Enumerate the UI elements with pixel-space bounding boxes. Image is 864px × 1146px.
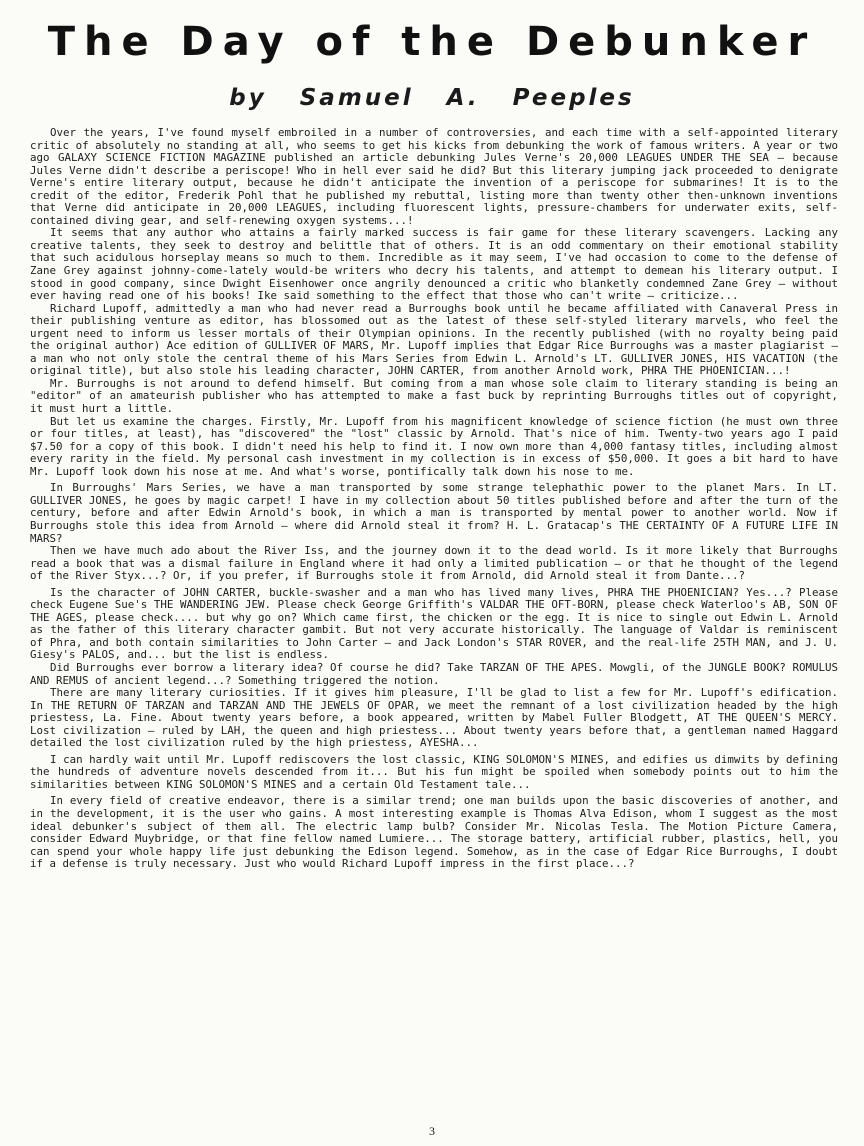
paragraph: In every field of creative endeavor, there is a similar trend; one man builds upon the basic discoveries of another, and in the development, it is the user who gains. A most interesting example is Thomas Alva Edison, whom I suggest as the most ideal debunker's subject of them all. The electric lamp bulb? Consider Mr. Nicolas Tesla. The Motion Picture Camera, consider Edward Muybridge, or that fine fellow named Lumiere... The storage battery, artificial rubber, plastics, hell, you can spend your whole happy life just debunking the Edison legend. Somehow, as in the case of Edgar Rice Burroughs, I doubt if a defense is truly necessary. Just who would Richard Lupoff impress in the first place...? [30, 794, 838, 871]
paragraph: In Burroughs' Mars Series, we have a man transported by some strange telephathic power to the planet Mars. In LT. GULLIVER JONES, he goes by magic carpet! I have in my collection about 50 titles published before and after the turn of the century, before and after Edwin Arnold's book, in which a man is transported by mental power to another world. Now if Burroughs stole this idea from Arnold — where did Arnold steal it from? H. L. Gratacap's THE CERTAINTY OF A FUTURE LIFE IN MARS? [30, 481, 838, 545]
article-body [30, 127, 838, 1117]
paragraph: It seems that any author who attains a fairly marked success is fair game for these literary scavengers. Lacking any creative talents, they seek to destroy and belittle that of others. It is an odd commentary on their emotional stability that such acidulous horseplay means so much to them. Incredible as it may seem, I've had occasion to come to the defense of Zane Grey against johnny-come-lately would-be writers who decry his talents, and attempt to demean his literary output. I stood in good company, since Dwight Eisenhower once angrily denounced a critic who blanketly condemned Zane Grey — without ever having read one of his books! Ike said something to the effect that those who can't write — criticize... [30, 226, 838, 303]
paragraph: Is the character of JOHN CARTER, buckle-swasher and a man who has lived many lives, PHRA THE PHOENICIAN? Yes...? Please check Eugene Sue's THE WANDERING JEW. Please check George Griffith's VALDAR THE OFT-BORN, please check Waterloo's AB, SON OF THE AGES, please check.... but why go on? Which came first, the chicken or the egg. It is nice to single out Edwin L. Arnold as the father of this literary character gambit. But not very accurate historically. The language of Valdar is reminiscent of Phra, and both contain similarities to John Carter — and Jack London's STAR ROVER, and the real-life 25TH MAN, and J. U. Giesy's PALOS, and... but the list is endless. [30, 585, 838, 662]
paragraph: There are many literary curiosities. If it gives him pleasure, I'll be glad to list a few for Mr. Lupoff's edification. In THE RETURN OF TARZAN and TARZAN AND THE JEWELS OF OPAR, we meet the remnant of a lost civilization headed by the high priestess, La. Fine. About twenty years before, a book appeared, written by Mabel Fuller Blodgett, AT THE QUEEN'S MERCY. Lost civilization — ruled by LAH, the queen and high priestess... About twenty years before that, a gentleman named Haggard detailed the lost civilization ruled by the high priestess, AYESHA... [30, 686, 838, 750]
article-title: The Day of the Debunker [47, 19, 817, 65]
paragraph: Did Burroughs ever borrow a literary idea? Of course he did? Take TARZAN OF THE APES. Mowgli, of the JUNGLE BOOK? ROMULUS AND REMUS of ancient legend...? Something triggered the notion. [30, 660, 838, 687]
paragraph: I can hardly wait until Mr. Lupoff rediscovers the lost classic, KING SOLOMON'S MINES, and edifies us dimwits by defining the hundreds of adventure novels descended from it... But his fun might be spoiled when somebody points out to him the similarities between KING SOLOMON'S MINES and a certain Old Testament tale... [30, 752, 838, 791]
paragraph: But let us examine the charges. Firstly, Mr. Lupoff from his magnificent knowledge of science fiction (he must own three or four titles, at least), has "discovered" the "lost" classic by Arnold. That's nice of him. Twenty-two years ago I paid $7.50 for a copy of this book. I didn't need his help to find it. I now own more than 4,000 fantasy titles, including almost every rarity in the field. My personal cash investment in my collection is in excess of $50,000. It goes a bit hard to have Mr. Lupoff look down his nose at me. And what's worse, pontifically talk down his nose to me. [30, 414, 838, 478]
paragraph: Then we have much ado about the River Iss, and the journey down it to the dead world. Is it more likely that Burroughs read a book that was a dismal failure in England where it had only a limited publication — or that he thought of the legend of the River Styx...? Or, if you prefer, if Burroughs stole it from Arnold, did Arnold steal it from Dante...? [30, 544, 838, 583]
paragraph: Mr. Burroughs is not around to defend himself. But coming from a man whose sole claim to literary standing is being an "editor" of an amateurish publisher who has attempted to make a fast buck by reprinting Burroughs titles out of copyright, it must hurt a little. [30, 376, 838, 416]
page-number: 3 [429, 1124, 435, 1138]
paragraph: Over the years, I've found myself embroiled in a number of controversies, and each time with a self-appointed literary critic of absolutely no standing at all, who seems to get his kicks from debunking the work of famous writers. A year or two ago GALAXY SCIENCE FICTION MAGAZINE published an article debunking Jules Verne's 20,000 LEAGUES UNDER THE SEA — because Jules Verne didn't describe a periscope! Who in hell ever said he did? But this literary jumping jack proceeded to denigrate Verne's entire literary output, because he didn't anticipate the invention of a periscope for submarines! It is to the credit of the editor, Frederik Pohl that he published my rebuttal, listing more than twenty other then-unknown inventions that Verne did anticipate in 20,000 LEAGUES, including fluorescent lights, pressure-chambers for underwater exits, self-contained diving gear, and self-renewing oxygen systems...! [30, 127, 838, 227]
paragraph: Richard Lupoff, admittedly a man who had never read a Burroughs book until he became affiliated with Canaveral Press in their publishing venture as editor, has blossomed out as the latest of these self-styled literary marvels, who feel the urgent need to inform us lesser mortals of their Olympian opinions. In the recently published (with no royalty being paid the original author) Ace edition of GULLIVER OF MARS, Mr. Lupoff implies that Edgar Rice Burroughs was a master plagiarist — a man who not only stole the central theme of his Mars Series from Edwin L. Arnold's LT. GULLIVER JONES, HIS VACATION (the original title), but also stole his leading character, JOHN CARTER, from another Arnold work, PHRA THE PHOENICIAN...! [30, 301, 838, 378]
author-byline: by Samuel A. Peeples [229, 85, 635, 111]
